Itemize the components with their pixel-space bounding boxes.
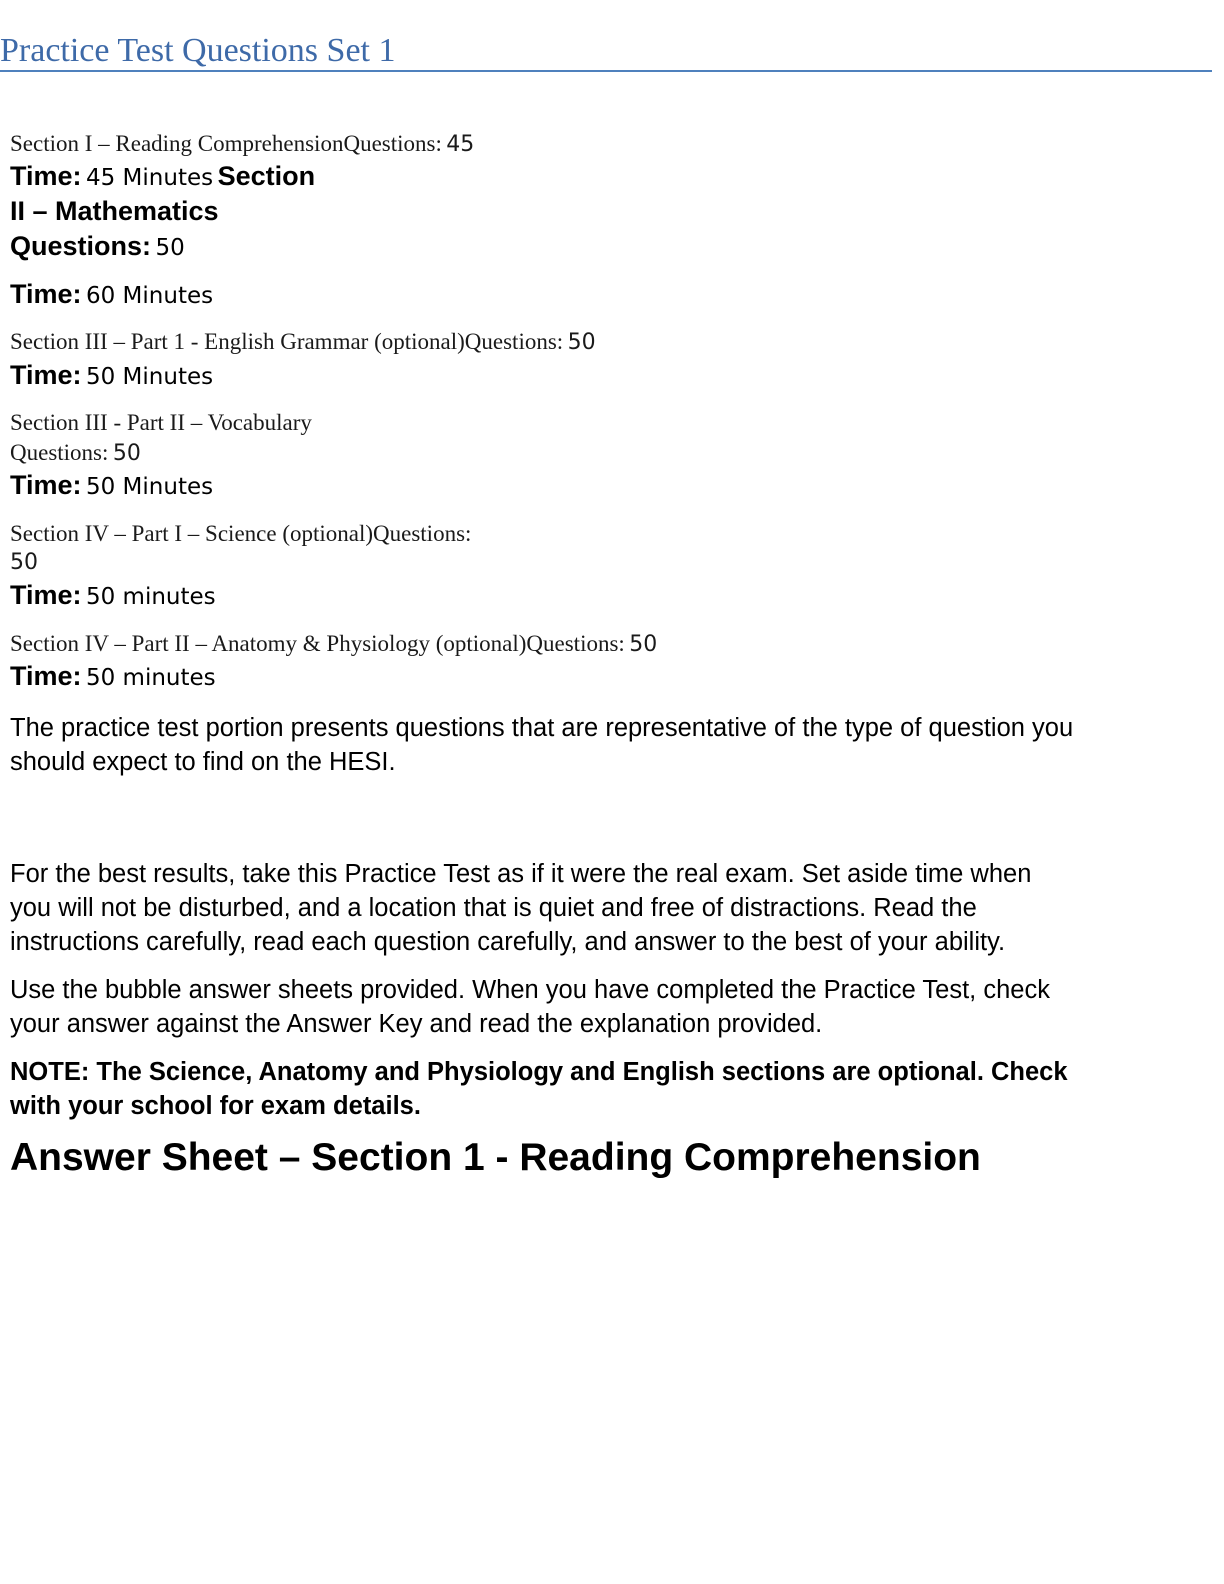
section-6-name: Section IV – Part II – Anatomy & Physiology (optional) [10, 631, 527, 656]
section-2-time [10, 279, 213, 310]
section-4-time-label: Time: [10, 470, 82, 500]
answer-sheet-heading: Answer Sheet – Section 1 - Reading Comprehension [10, 1136, 981, 1179]
section-4-questions-value: 50 [112, 441, 141, 466]
section-5-time-label: Time: [10, 580, 82, 610]
section-2-questions-label: Questions: [10, 231, 152, 261]
section-6-questions-value: 50 [629, 632, 658, 657]
section-2-name-part-a: Section [217, 161, 316, 191]
intro-paragraph [10, 711, 1210, 779]
section-1-questions-value: 45 [446, 132, 475, 157]
section-1-time-value: 45 Minutes [85, 165, 214, 191]
section-4-questions-label: Questions: [10, 440, 109, 465]
section-3-time-label: Time: [10, 360, 82, 390]
section-5-questions-label: Questions: [373, 521, 472, 546]
section-3-name: Section III – Part 1 - English Grammar (optional) [10, 329, 465, 354]
section-1-time [10, 161, 315, 192]
note-paragraph-line: NOTE: The Science, Anatomy and Physiology and English sections are optional. Check [10, 1058, 1068, 1086]
intro-paragraph-line: The practice test portion presents questions that are representative of the type of question you [10, 714, 1074, 742]
section-5-header [10, 521, 471, 547]
section-3-time [10, 360, 213, 391]
section-4-time-value: 50 Minutes [85, 474, 214, 500]
section-6-time-value: 50 minutes [85, 665, 216, 691]
answer-sheets-paragraph [10, 973, 1210, 1041]
page-title: Practice Test Questions Set 1 [0, 32, 396, 69]
section-1-time-label: Time: [10, 161, 82, 191]
best-results-paragraph-line: For the best results, take this Practice Test as if it were the real exam. Set aside time when [10, 860, 1032, 888]
section-6-time-label: Time: [10, 661, 82, 691]
section-3-header [10, 329, 596, 355]
section-4-questions [10, 440, 141, 466]
section-4-name: Section III - Part II – Vocabulary [10, 410, 312, 435]
section-2-name-part-b: II – Mathematics [10, 196, 219, 226]
note-paragraph [10, 1055, 1210, 1123]
section-2-time-label: Time: [10, 279, 82, 309]
section-3-questions-value: 50 [567, 330, 596, 355]
section-4-header [10, 410, 312, 436]
section-5-questions-value: 50 [10, 550, 38, 575]
best-results-paragraph [10, 857, 1210, 959]
section-6-header [10, 631, 657, 657]
section-1-header [10, 131, 474, 157]
section-1-name: Section I – Reading Comprehension [10, 131, 344, 156]
section-5-name: Section IV – Part I – Science (optional) [10, 521, 374, 546]
section-6-questions-label: Questions: [526, 631, 625, 656]
best-results-paragraph-line: you will not be disturbed, and a location that is quiet and free of distractions. Read the [10, 894, 977, 922]
section-1-questions-label: Questions: [343, 131, 442, 156]
section-2-questions-value: 50 [155, 235, 185, 261]
section-5-questions [10, 550, 38, 575]
answer-sheets-paragraph-line: your answer against the Answer Key and read the explanation provided. [10, 1010, 823, 1038]
section-3-questions-label: Questions: [464, 329, 564, 354]
intro-paragraph-line: should expect to find on the HESI. [10, 748, 396, 776]
section-3-time-value: 50 Minutes [85, 364, 214, 390]
section-2-time-value: 60 Minutes [85, 283, 214, 309]
answer-sheets-paragraph-line: Use the bubble answer sheets provided. When you have completed the Practice Test, check [10, 976, 1050, 1004]
page-title-bar [0, 30, 1212, 72]
section-5-time [10, 580, 216, 611]
section-2-questions [10, 231, 185, 262]
best-results-paragraph-line: instructions carefully, read each question carefully, and answer to the best of your ability. [10, 928, 1006, 956]
note-paragraph-line: with your school for exam details. [10, 1092, 421, 1120]
section-2-header [10, 196, 219, 227]
section-5-time-value: 50 minutes [85, 584, 216, 610]
section-4-time [10, 470, 213, 501]
section-6-time [10, 661, 216, 692]
